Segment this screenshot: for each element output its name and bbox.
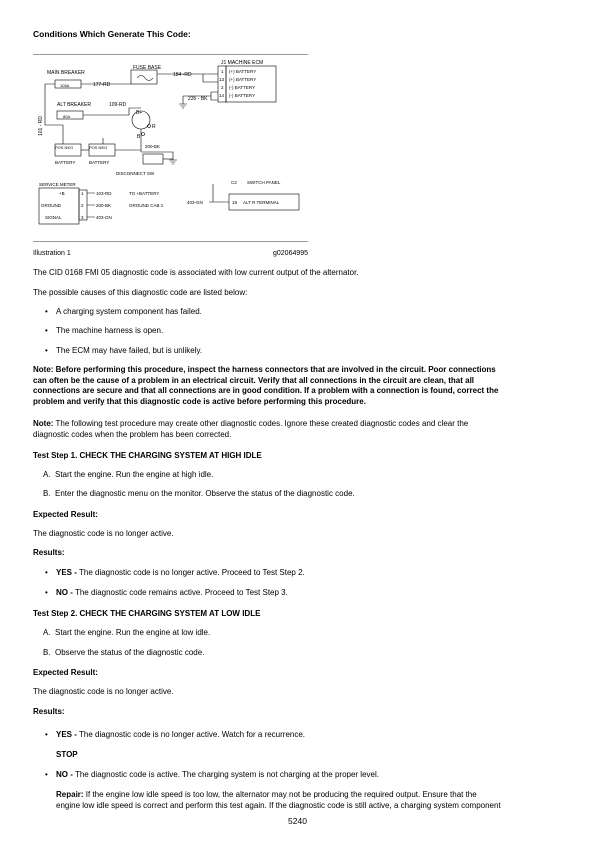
intro-paragraph: The CID 0168 FMI 05 diagnostic code is associated with low current output of the alternator. [33, 268, 359, 277]
switch-panel-label: SWITCH PANEL [247, 180, 281, 185]
list-item: • The ECM may have failed, but is unlikely. [45, 346, 203, 355]
bullet-dot: • [45, 307, 48, 316]
step-2-expected-label: Expected Result: [33, 668, 98, 677]
illustration-top-rule [33, 54, 308, 55]
ecm-pin-label: (+) BATTERY [229, 77, 257, 82]
step-1-expected: The diagnostic code is no longer active. [33, 529, 174, 538]
repair-paragraph: Repair: If the engine low idle speed is too low, the alternator may not be producing the required output. Ensure that the engine low idle speed is correct and perform this test again. If the diagnostic code is still active, a charging system component [56, 790, 501, 810]
wire-177-label: 177-RD [93, 82, 111, 88]
bullet-dot: • [45, 326, 48, 335]
ecm-pin-label: (-) BATTERY [229, 85, 256, 90]
section-heading: Conditions Which Generate This Code: [33, 29, 191, 39]
sm-wire: 200-BK [96, 203, 112, 208]
disconnect-switch-label: DISCONNECT SW [116, 171, 155, 176]
main-breaker-label: MAIN BREAKER [47, 70, 85, 76]
wire-101-label: 101 - RD [38, 115, 44, 136]
alt-breaker-amp: 80A [63, 114, 71, 119]
c2-label: C2 [231, 180, 237, 185]
step-2-item-b: B. Observe the status of the diagnostic code. [43, 648, 205, 657]
ecm-label: J1 MACHINE ECM [221, 60, 264, 66]
alt-b-terminal: B [137, 134, 141, 140]
list-item: • The machine harness is open. [45, 326, 164, 335]
sm-row-label: +B [59, 191, 65, 196]
sm-row-label: GROUND [41, 203, 61, 208]
causes-intro: The possible causes of this diagnostic code are listed below: [33, 288, 248, 297]
ecm-pin-14: 14 [219, 93, 225, 98]
wire-403-label: 403-GN [187, 200, 203, 205]
sm-dest: TO +BATTERY [129, 191, 160, 196]
alt-r-terminal: R [152, 124, 156, 130]
service-meter-label: SERVICE METER [39, 182, 76, 187]
step-1-item-b: B. Enter the diagnostic menu on the monitor. Observe the status of the diagnostic code. [43, 489, 355, 498]
step-2-result-no: • NO - The diagnostic code is active. The charging system is not charging at the proper level. [45, 770, 379, 779]
wiring-diagram [33, 60, 308, 235]
wire-200-label: 200-BK [145, 144, 161, 149]
wire-184-label: 184 -RD [173, 72, 192, 78]
ecm-pin-2: 2 [221, 85, 224, 90]
alt-b-plus: B+ [136, 110, 143, 116]
switch-panel-terminal: ALT R TERMINAL [243, 200, 280, 205]
step-1-expected-label: Expected Result: [33, 510, 98, 519]
step-2-results-label: Results: [33, 707, 65, 716]
list-item: • A charging system component has failed. [45, 307, 202, 316]
ecm-pin-label: (+) BATTERY [229, 69, 257, 74]
battery-1-pos-neg: POS NEG [55, 145, 74, 150]
wire-235-label: 235 - BK [188, 96, 208, 102]
main-breaker-amp: 105A [60, 83, 70, 88]
step-1-results-label: Results: [33, 548, 65, 557]
illustration-caption: Illustration 1 [33, 250, 71, 257]
battery-2-pos-neg: POS NEG [89, 145, 108, 150]
battery-1-label: BATTERY [55, 160, 76, 165]
wire-109-label: 109-RD [109, 102, 127, 108]
step-2-result-yes: • YES - The diagnostic code is no longer active. Watch for a recurrence. [45, 730, 306, 739]
ecm-pin-label: (-) BATTERY [229, 93, 256, 98]
sm-pin: 1 [81, 191, 84, 196]
alt-breaker-label: ALT BREAKER [57, 102, 91, 108]
step-1-result-no: • NO - The diagnostic code remains active. Proceed to Test Step 3. [45, 588, 288, 597]
stop-label: STOP [56, 750, 78, 759]
sm-pin: 3 [81, 215, 84, 220]
page-number: 5240 [288, 816, 307, 826]
step-2-item-a: A. Start the engine. Run the engine at low idle. [43, 628, 211, 637]
switch-panel-pin: 19 [232, 200, 238, 205]
bullet-dot: • [45, 346, 48, 355]
step-1-item-a: A. Start the engine. Run the engine at high idle. [43, 470, 214, 479]
note-2: Note: The following test procedure may create other diagnostic codes. Ignore these created diagnostic codes and clear the diagnostic codes when the problem has been corrected. [33, 419, 469, 439]
step-1-title: Test Step 1. CHECK THE CHARGING SYSTEM AT HIGH IDLE [33, 451, 262, 460]
sm-wire: 403-GN [96, 215, 112, 220]
ecm-pin-13: 13 [219, 77, 225, 82]
fuse-base-label: FUSE BASE [133, 65, 162, 71]
step-1-result-yes: • YES - The diagnostic code is no longer active. Proceed to Test Step 2. [45, 568, 305, 577]
note-1: Note: Before performing this procedure, inspect the harness connectors that are involved in the circuit. Poor connections can often be the cause of a problem in an electrical circuit. Verify that all connections in the circuit are clean, that all connections are secure and that all connections are in good condition. If a problem with a connection is found, correct the problem and verify that this diagnostic code is active before performing this procedure. [33, 365, 499, 406]
battery-2-label: BATTERY [89, 160, 110, 165]
sm-row-label: SIGNAL [45, 215, 62, 220]
step-2-title: Test Step 2. CHECK THE CHARGING SYSTEM AT LOW IDLE [33, 609, 261, 618]
sm-dest: GROUND CAB 1 [129, 203, 164, 208]
sm-wire: 103-RD [96, 191, 112, 196]
ecm-pin-1: 1 [221, 69, 224, 74]
sm-pin: 2 [81, 203, 84, 208]
step-2-expected: The diagnostic code is no longer active. [33, 687, 174, 696]
illustration-bottom-rule [33, 241, 308, 242]
illustration-id: g02064995 [273, 250, 309, 257]
